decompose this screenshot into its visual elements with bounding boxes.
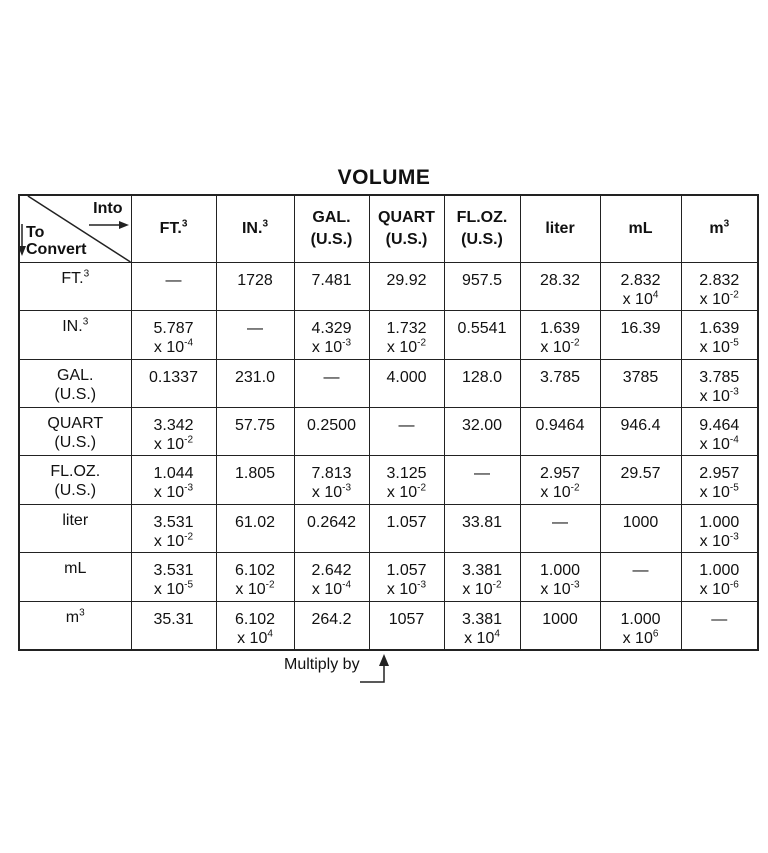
exponent-prefix: x 10 [699, 581, 730, 599]
exponent-prefix: x 10 [540, 581, 571, 599]
table-cell [216, 408, 294, 456]
cell-exponent: -5 [729, 483, 739, 495]
table-cell [444, 408, 520, 456]
cell-exponent-line [521, 338, 600, 357]
cell-exponent-line [682, 387, 758, 406]
label-base: liter [545, 220, 575, 237]
table-cell [681, 263, 758, 311]
table-cell [444, 263, 520, 311]
table-cell [294, 311, 369, 359]
label-line [370, 207, 444, 229]
cell-exponent: -2 [417, 338, 427, 350]
cell-exponent: -3 [570, 579, 580, 591]
cell-exponent: -2 [570, 483, 580, 495]
cell-mantissa: 3.531 [153, 513, 194, 531]
cell-mantissa: 0.9464 [535, 417, 585, 435]
table-row [19, 359, 758, 407]
table-cell [600, 553, 681, 601]
cell-mantissa: 6.102 [234, 610, 276, 628]
table-cell [369, 456, 444, 504]
row-header [19, 311, 131, 359]
cell-exponent-line [601, 629, 681, 648]
cell-exponent-line [682, 483, 758, 502]
exponent-prefix: x 10 [540, 339, 571, 357]
exponent-prefix: x 10 [237, 629, 268, 647]
into-label: Into [93, 200, 123, 217]
cell-mantissa: 16.39 [620, 320, 661, 338]
cell-exponent: -4 [342, 579, 352, 591]
cell-mantissa: 1.000 [539, 562, 581, 580]
cell-mantissa: 3.342 [153, 417, 194, 435]
exponent-prefix: x 10 [462, 581, 493, 599]
label-line [20, 511, 131, 530]
cell-exponent-line [295, 580, 369, 599]
table-cell [600, 504, 681, 552]
cell-exponent: 6 [652, 628, 659, 640]
table-cell [520, 553, 600, 601]
up-arrow-icon [360, 654, 394, 686]
cell-mantissa: 57.75 [234, 417, 276, 435]
label-exponent: 3 [82, 317, 89, 329]
exponent-prefix: x 10 [540, 484, 571, 502]
table-cell [520, 263, 600, 311]
cell-mantissa: 1.044 [153, 465, 194, 483]
cell-mantissa: 1.805 [234, 465, 276, 483]
cell-mantissa: 35.31 [153, 610, 194, 628]
table-cell [131, 456, 216, 504]
cell-mantissa: 2.957 [539, 465, 581, 483]
cell-exponent: -2 [184, 434, 194, 446]
cell-mantissa: 1.057 [386, 562, 427, 580]
multiply-by-label: Multiply by [284, 656, 360, 673]
table-cell [681, 553, 758, 601]
row-header [19, 456, 131, 504]
cell-exponent-line [682, 532, 758, 551]
table-cell [294, 408, 369, 456]
cell-mantissa: 264.2 [311, 610, 352, 628]
cell-exponent-line [370, 338, 444, 357]
cell-exponent-line [132, 532, 216, 551]
column-header [294, 195, 369, 263]
table-cell [131, 263, 216, 311]
cell-mantissa: — [247, 320, 263, 338]
label-exponent: 3 [181, 218, 188, 230]
label-base: m [65, 608, 80, 626]
table-cell [520, 359, 600, 407]
table-cell [520, 504, 600, 552]
exponent-prefix: x 10 [153, 436, 185, 454]
label-exponent: 3 [723, 218, 730, 230]
cell-mantissa: 2.832 [699, 272, 740, 289]
exponent-prefix: x 10 [699, 484, 730, 502]
label-unit-system: (U.S.) [54, 434, 97, 452]
cell-mantissa: 29.57 [620, 465, 661, 483]
table-cell [444, 504, 520, 552]
table-cell [681, 359, 758, 407]
table-cell [600, 359, 681, 407]
exponent-prefix: x 10 [699, 291, 730, 308]
label-exponent: 3 [79, 607, 85, 619]
cell-exponent: 4 [494, 628, 500, 640]
exponent-prefix: x 10 [153, 484, 185, 502]
cell-mantissa: 2.832 [620, 272, 661, 289]
table-cell [216, 504, 294, 552]
label-unit-system: (U.S.) [54, 385, 97, 403]
exponent-prefix: x 10 [235, 581, 266, 599]
exponent-prefix: x 10 [311, 581, 343, 599]
table-cell [216, 601, 294, 650]
cell-mantissa: — [165, 272, 182, 289]
cell-mantissa: 3785 [622, 368, 659, 386]
cell-exponent-line [132, 483, 216, 502]
exponent-prefix: x 10 [464, 629, 495, 647]
label-line [295, 207, 369, 229]
cell-exponent: -2 [184, 531, 194, 543]
table-row [19, 311, 758, 359]
column-header [131, 195, 216, 263]
cell-mantissa: 7.481 [311, 272, 352, 289]
label-line [132, 218, 216, 240]
cell-exponent: -3 [342, 483, 352, 495]
cell-mantissa: 1000 [622, 513, 659, 531]
cell-exponent-line [370, 580, 444, 599]
table-cell [520, 408, 600, 456]
cell-mantissa: 1.639 [699, 320, 740, 338]
table-cell [600, 311, 681, 359]
cell-exponent: -2 [417, 483, 427, 495]
label-base: FT. [61, 270, 84, 287]
cell-exponent: -2 [265, 579, 275, 591]
label-line [601, 218, 681, 240]
exponent-prefix: x 10 [699, 339, 730, 357]
cell-exponent: -3 [184, 483, 194, 495]
label-line [20, 269, 131, 288]
label-line [445, 207, 520, 229]
cell-mantissa: 3.785 [699, 368, 740, 386]
table-cell [369, 504, 444, 552]
cell-mantissa: 5.787 [153, 320, 194, 338]
table-cell [294, 601, 369, 650]
cell-mantissa: — [398, 417, 415, 435]
cell-mantissa: — [474, 465, 490, 483]
label-line [20, 414, 131, 433]
exponent-prefix: x 10 [153, 532, 185, 550]
table-cell [294, 359, 369, 407]
table-title: VOLUME [337, 166, 431, 189]
table-cell [600, 263, 681, 311]
table-row [19, 504, 758, 552]
exponent-prefix: x 10 [386, 581, 418, 599]
row-header [19, 408, 131, 456]
cell-mantissa: 1.639 [539, 320, 581, 338]
label-base: IN. [62, 318, 83, 336]
exponent-prefix: x 10 [311, 484, 343, 502]
table-row [19, 553, 758, 601]
cell-mantissa: 4.329 [311, 320, 352, 338]
table-cell [520, 456, 600, 504]
cell-exponent-line [217, 580, 294, 599]
row-header [19, 601, 131, 650]
cell-mantissa: 4.000 [386, 368, 427, 386]
table-cell [681, 408, 758, 456]
exponent-prefix: x 10 [386, 484, 418, 502]
cell-mantissa: 128.0 [461, 368, 503, 386]
cell-mantissa: 946.4 [620, 417, 661, 435]
cell-mantissa: — [632, 562, 649, 580]
exponent-prefix: x 10 [699, 532, 730, 550]
label-line [217, 218, 294, 240]
label-unit-system: (U.S.) [385, 231, 428, 248]
label-base: FT. [159, 220, 182, 237]
cell-mantissa: 0.5541 [457, 320, 507, 338]
cell-mantissa: 231.0 [234, 368, 276, 386]
cell-mantissa: 1.057 [386, 513, 427, 531]
column-header [369, 195, 444, 263]
label-unit-system: (U.S.) [461, 231, 503, 248]
table-cell [294, 456, 369, 504]
cell-mantissa: 2.642 [311, 562, 352, 580]
table-cell [369, 601, 444, 650]
cell-exponent-line [682, 338, 758, 357]
cell-mantissa: 3.125 [386, 465, 427, 483]
column-header [216, 195, 294, 263]
cell-exponent-line [295, 483, 369, 502]
table-cell [369, 311, 444, 359]
cell-mantissa: 0.1337 [149, 368, 198, 386]
cell-exponent: 4 [652, 289, 659, 301]
cell-mantissa: 1057 [388, 610, 425, 628]
label-base: liter [62, 511, 89, 529]
table-cell [131, 504, 216, 552]
column-header [520, 195, 600, 263]
table-cell [216, 263, 294, 311]
table-row [19, 456, 758, 504]
label-base: mL [64, 560, 87, 578]
table-cell [294, 553, 369, 601]
cell-exponent-line [132, 338, 216, 357]
table-cell [600, 456, 681, 504]
cell-exponent-line [682, 435, 758, 454]
exponent-prefix: x 10 [386, 339, 418, 357]
cell-mantissa: — [711, 610, 728, 628]
cell-exponent-line [445, 629, 520, 648]
cell-mantissa: 9.464 [699, 417, 740, 435]
label-base: FL.OZ. [50, 463, 101, 481]
table-cell [294, 263, 369, 311]
table-cell [216, 311, 294, 359]
to-convert-label: To Convert [26, 224, 87, 258]
cell-exponent: -3 [729, 386, 739, 398]
exponent-prefix: x 10 [699, 387, 730, 405]
cell-exponent-line [132, 435, 216, 454]
label-base: QUART [47, 415, 104, 433]
table-cell [369, 553, 444, 601]
label-line [521, 218, 600, 240]
table-cell [681, 311, 758, 359]
cell-exponent: 4 [267, 628, 273, 640]
label-line [20, 608, 131, 627]
cell-exponent: -4 [184, 338, 194, 350]
cell-exponent: -3 [342, 338, 352, 350]
cell-exponent-line [601, 290, 681, 309]
row-header [19, 553, 131, 601]
column-header [600, 195, 681, 263]
cell-mantissa: — [323, 368, 340, 386]
column-header-row [19, 195, 758, 263]
table-cell [444, 553, 520, 601]
table-cell [600, 408, 681, 456]
table-cell [131, 601, 216, 650]
cell-exponent: -5 [184, 579, 194, 591]
table-cell [294, 504, 369, 552]
table-cell [520, 311, 600, 359]
table-cell [216, 553, 294, 601]
label-base: IN. [241, 220, 263, 237]
table-row [19, 263, 758, 311]
exponent-prefix: x 10 [622, 629, 653, 647]
cell-exponent-line [682, 290, 758, 309]
cell-exponent-line [445, 580, 520, 599]
table-cell [681, 601, 758, 650]
cell-mantissa: 1000 [542, 610, 578, 628]
cell-exponent: -3 [417, 579, 427, 591]
table-cell [444, 456, 520, 504]
table-cell [369, 359, 444, 407]
table-cell [444, 601, 520, 650]
exponent-prefix: x 10 [699, 436, 730, 454]
label-base: GAL. [57, 366, 94, 384]
cell-mantissa: 1.732 [386, 320, 427, 338]
table-cell [681, 456, 758, 504]
cell-mantissa: 0.2500 [307, 417, 356, 435]
cell-mantissa: 1.000 [699, 513, 740, 531]
cell-exponent: -2 [729, 289, 739, 301]
cell-exponent-line [521, 580, 600, 599]
label-line [682, 218, 758, 240]
column-header [444, 195, 520, 263]
exponent-prefix: x 10 [311, 339, 343, 357]
cell-mantissa: 1728 [237, 272, 273, 289]
exponent-prefix: x 10 [153, 339, 185, 357]
cell-exponent-line [295, 338, 369, 357]
table-cell [444, 359, 520, 407]
cell-exponent-line [682, 580, 758, 599]
label-line [20, 317, 131, 336]
table-cell [369, 408, 444, 456]
cell-exponent-line [521, 483, 600, 502]
row-header [19, 263, 131, 311]
table-row [19, 408, 758, 456]
table-cell [681, 504, 758, 552]
cell-mantissa: 957.5 [461, 272, 503, 289]
table-cell [444, 311, 520, 359]
cell-mantissa: 3.381 [461, 610, 503, 628]
cell-exponent: -2 [570, 338, 580, 350]
label-line [20, 366, 131, 385]
cell-mantissa: 1.000 [699, 562, 740, 580]
right-arrow-icon [89, 220, 129, 230]
label-line [20, 462, 131, 481]
cell-mantissa: 3.785 [539, 368, 581, 386]
cell-mantissa: 28.32 [539, 272, 581, 289]
label-base: FL.OZ. [456, 209, 508, 226]
cell-mantissa: 33.81 [461, 513, 503, 531]
table-cell [131, 311, 216, 359]
cell-mantissa: 3.531 [153, 562, 194, 580]
cell-exponent: -6 [729, 579, 739, 591]
row-header [19, 504, 131, 552]
cell-mantissa: 7.813 [311, 465, 352, 483]
down-arrow-icon [18, 224, 26, 256]
cell-mantissa: — [552, 513, 568, 531]
volume-conversion-table [18, 194, 759, 651]
table-cell [520, 601, 600, 650]
exponent-prefix: x 10 [622, 291, 653, 308]
label-exponent: 3 [83, 268, 90, 280]
label-base: GAL. [312, 209, 351, 226]
cell-mantissa: 32.00 [461, 417, 503, 435]
cell-exponent: -3 [729, 531, 739, 543]
cell-mantissa: 0.2642 [307, 513, 356, 531]
table-cell [131, 359, 216, 407]
cell-mantissa: 3.381 [461, 562, 503, 580]
label-exponent: 3 [262, 218, 268, 230]
cell-exponent: -4 [729, 434, 739, 446]
table-cell [131, 408, 216, 456]
label-unit-system: (U.S.) [310, 231, 353, 248]
column-header [681, 195, 758, 263]
exponent-prefix: x 10 [153, 581, 185, 599]
corner-cell [19, 195, 131, 263]
cell-exponent: -5 [729, 338, 739, 350]
row-header [19, 359, 131, 407]
label-base: m [709, 220, 724, 237]
cell-mantissa: 1.000 [620, 610, 661, 628]
table-cell [600, 601, 681, 650]
label-line [20, 559, 131, 578]
table-row [19, 601, 758, 650]
cell-exponent: -2 [492, 579, 502, 591]
label-base: QUART [378, 209, 435, 226]
cell-mantissa: 29.92 [386, 272, 427, 289]
label-base: mL [628, 220, 653, 237]
table-cell [216, 456, 294, 504]
cell-exponent-line [370, 483, 444, 502]
table-cell [131, 553, 216, 601]
cell-mantissa: 61.02 [234, 513, 276, 531]
table-cell [216, 359, 294, 407]
cell-exponent-line [132, 580, 216, 599]
label-unit-system: (U.S.) [54, 482, 97, 500]
cell-exponent-line [217, 629, 294, 648]
table-cell [369, 263, 444, 311]
cell-mantissa: 6.102 [234, 562, 276, 580]
cell-mantissa: 2.957 [699, 465, 740, 483]
